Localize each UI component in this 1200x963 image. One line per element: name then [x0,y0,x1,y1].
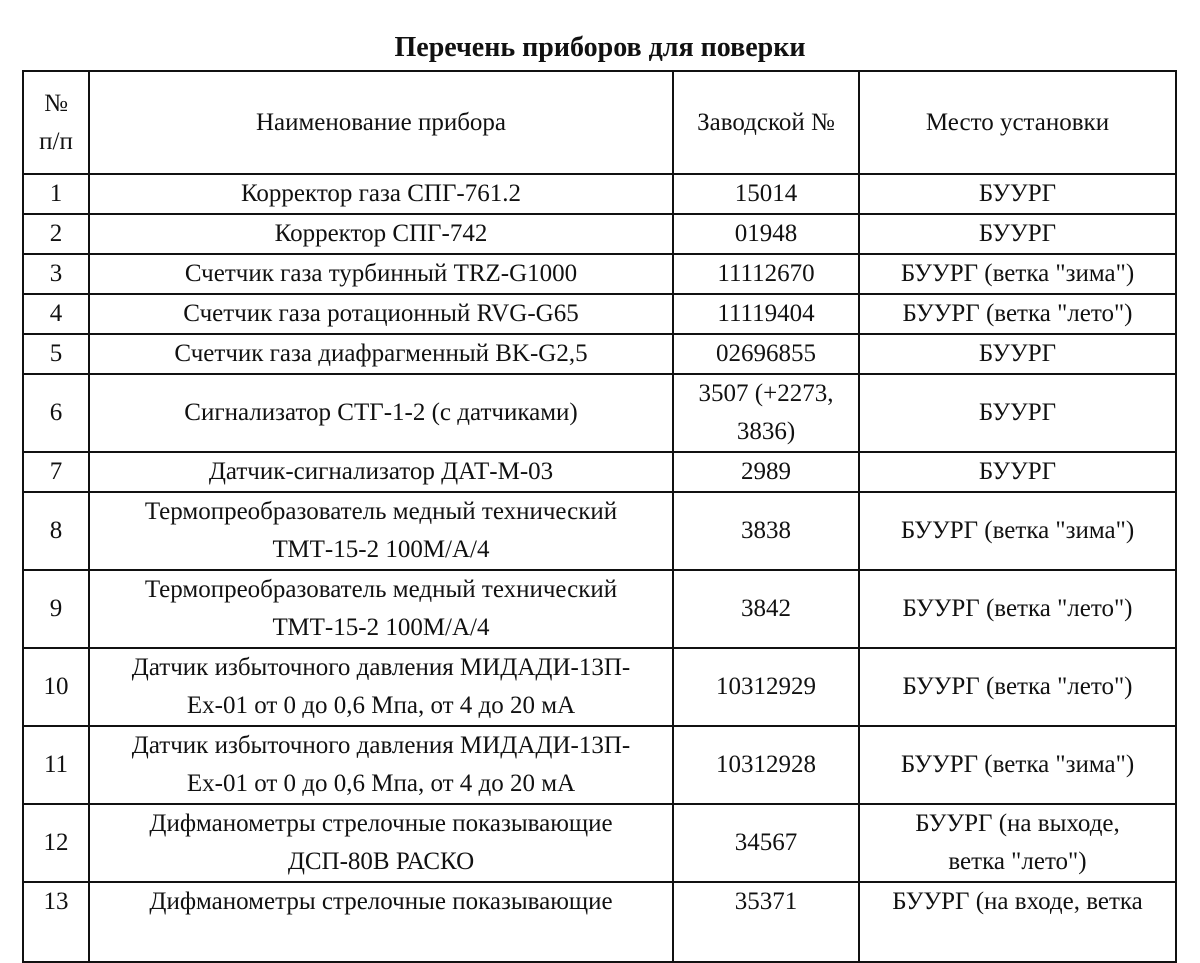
cell-location: БУУРГ (ветка "зима") [859,254,1176,294]
cell-serial: 3507 (+2273, 3836) [673,374,859,452]
table-row [23,882,1176,962]
cell-number: 4 [23,294,89,334]
cell-name: Сигнализатор СТГ-1-2 (с датчиками) [89,374,673,452]
table-row [23,726,1176,804]
cell-number: 5 [23,334,89,374]
cell-serial: 11119404 [673,294,859,334]
cell-name: Термопреобразователь медный технический ТМТ-15-2 100М/А/4 [89,492,673,570]
cell-name: Корректор СПГ-742 [89,214,673,254]
cell-number: 1 [23,174,89,214]
cell-location: БУУРГ (на выходе, ветка "лето") [859,804,1176,882]
header-serial: Заводской № [673,71,859,174]
cell-serial: 10312929 [673,648,859,726]
cell-name: Термопреобразователь медный технический ТМТ-15-2 100М/А/4 [89,570,673,648]
table-row [23,570,1176,648]
table-row [23,254,1176,294]
page-title: Перечень приборов для поверки [394,32,806,63]
table-row [23,294,1176,334]
cell-serial: 34567 [673,804,859,882]
cell-name: Датчик-сигнализатор ДАТ-М-03 [89,452,673,492]
cell-location: БУУРГ (ветка "зима") [859,492,1176,570]
cell-number: 2 [23,214,89,254]
cell-serial: 15014 [673,174,859,214]
cell-number: 6 [23,374,89,452]
table-row [23,174,1176,214]
table-row [23,374,1176,452]
table-row [23,334,1176,374]
cell-serial: 10312928 [673,726,859,804]
cell-number: 7 [23,452,89,492]
table-header-row [23,71,1176,174]
table-row [23,214,1176,254]
cell-location: БУУРГ (ветка "лето") [859,648,1176,726]
cell-name: Датчик избыточного давления МИДАДИ-13П- Ex-01 от 0 до 0,6 Мпа, от 4 до 20 мА [89,726,673,804]
cell-location: БУУРГ [859,334,1176,374]
cell-location: БУУРГ [859,452,1176,492]
cell-number: 12 [23,804,89,882]
cell-serial: 02696855 [673,334,859,374]
cell-name: Дифманометры стрелочные показывающие [89,882,673,962]
header-location: Место установки [859,71,1176,174]
cell-location: БУУРГ [859,374,1176,452]
cell-location: БУУРГ [859,174,1176,214]
cell-name: Дифманометры стрелочные показывающие ДСП-80В РАСКО [89,804,673,882]
cell-serial: 11112670 [673,254,859,294]
cell-name: Корректор газа СПГ-761.2 [89,174,673,214]
table-row [23,804,1176,882]
cell-number: 10 [23,648,89,726]
table-row [23,492,1176,570]
cell-location: БУУРГ (ветка "лето") [859,570,1176,648]
cell-serial: 3838 [673,492,859,570]
cell-location: БУУРГ (на входе, ветка [859,882,1176,962]
header-number: № п/п [23,71,89,174]
cell-number: 11 [23,726,89,804]
cell-number: 13 [23,882,89,962]
cell-serial: 01948 [673,214,859,254]
cell-serial: 2989 [673,452,859,492]
cell-location: БУУРГ (ветка "зима") [859,726,1176,804]
table-row [23,648,1176,726]
cell-location: БУУРГ [859,214,1176,254]
cell-serial: 35371 [673,882,859,962]
cell-location: БУУРГ (ветка "лето") [859,294,1176,334]
instruments-table [22,70,1177,963]
table-row [23,452,1176,492]
cell-name: Счетчик газа диафрагменный BK-G2,5 [89,334,673,374]
cell-number: 9 [23,570,89,648]
cell-name: Счетчик газа ротационный RVG-G65 [89,294,673,334]
header-name: Наименование прибора [89,71,673,174]
cell-name: Счетчик газа турбинный TRZ-G1000 [89,254,673,294]
cell-serial: 3842 [673,570,859,648]
cell-number: 8 [23,492,89,570]
cell-number: 3 [23,254,89,294]
cell-name: Датчик избыточного давления МИДАДИ-13П- Ex-01 от 0 до 0,6 Мпа, от 4 до 20 мА [89,648,673,726]
